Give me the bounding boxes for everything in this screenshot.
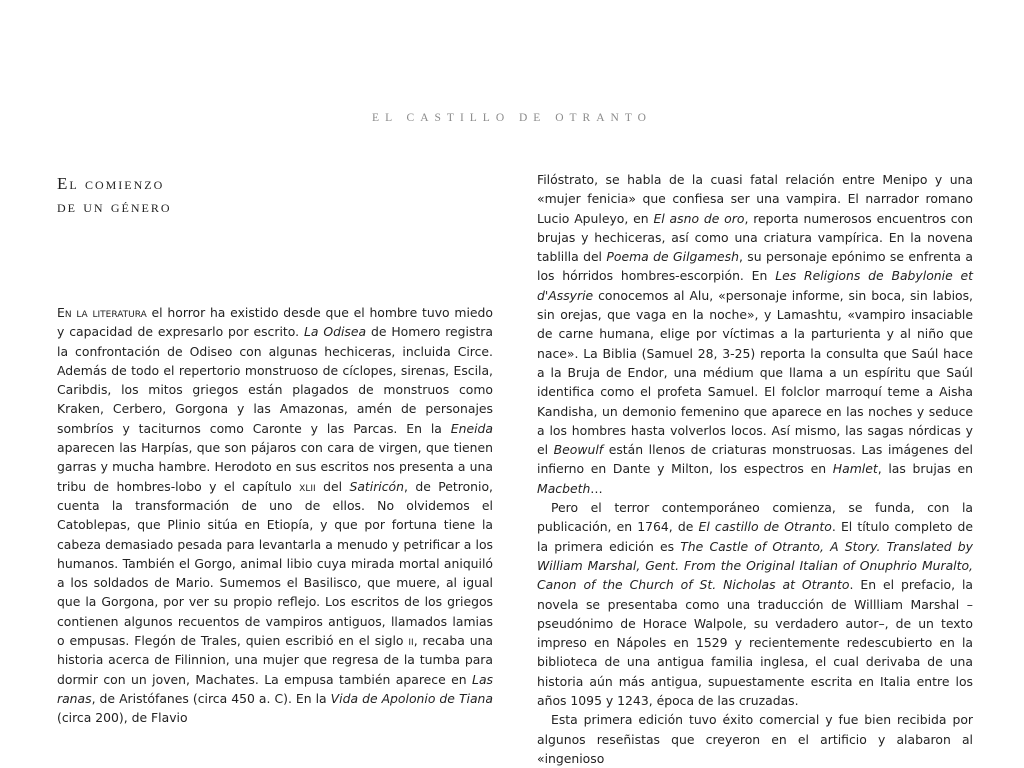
paragraph: Filóstrato, se habla de la cuasi fatal relación entre Menipo y una «mujer fenicia» que confiesa ser una vampira. El narrador romano Lucio Apuleyo, en El asno de oro, reporta numerosos encuentros con brujas y hechiceras, así como una criatura vampírica. En la novena tablilla del Poema de Gilgamesh, su personaje epónimo se enfrenta a los hórridos hombres-escorpión. En Les Religions de Babylonie et d'Assyrie conocemos al Alu, «personaje informe, sin boca, sin labios, sin orejas, que vaga en la noche», y Lamashtu, «vampiro insaciable de carne humana, elige por víctimas a la parturienta y al niño que nace». La Biblia (Samuel 28, 3-25) reporta la consulta que Saúl hace a la Bruja de Endor, una médium que llama a un espíritu que Saúl identifica como el profeta Samuel. El folclor marroquí teme a Aisha Kandisha, un demonio femenino que aparece en las noches y seduce a los hombres hasta volverlos locos. Así mismo, las sagas nórdicas y el Beowulf están llenos de criaturas monstruosas. Las imágenes del infierno en Dante y Milton, los espectros en Hamlet, las brujas en Macbeth… bbox=[537, 172, 973, 496]
chapter-title-line-1: El comienzo bbox=[57, 174, 165, 193]
chapter-title bbox=[57, 172, 172, 218]
running-header: EL CASTILLO DE OTRANTO bbox=[372, 112, 652, 124]
lead-in: En la literatura bbox=[57, 305, 147, 320]
right-column bbox=[537, 170, 973, 768]
paragraph: En la literatura el horror ha existido desde que el hombre tuvo miedo y capacidad de expresarlo por escrito. La Odisea de Homero registra la confrontación de Odiseo con algunas hechiceras, incluida Circe. Además de todo el repertorio monstruoso de cíclopes, sirenas, Escila, Caribdis, los mitos griegos están plagados de monstruos como Kraken, Cerbero, Gorgona y las Amazonas, amén de personajes sombríos y taciturnos como Caronte y las Parcas. En la Eneida aparecen las Harpías, que son pájaros con cara de virgen, que tienen garras y mucha hambre. Herodoto en sus escritos nos presenta a una tribu de hombres-lobo y el capítulo xlii del Satiricón, de Petronio, cuenta la transformación de uno de ellos. No olvidemos el Catoblepas, que Plinio sitúa en Etiopía, y que por fortuna tiene la cabeza demasiado pesada para levantarla a menudo y petrificar a los humanos. También el Gorgo, animal libio cuya mirada mortal aniquiló a los soldados de Mario. Sumemos el Basilisco, que muere, al igual que la Gorgona, por ver su propio reflejo. Los escritos de los griegos contienen algunos recuentos de vampiros antiguos, llamados lamias o empusas. Flegón de Trales, quien escribió en el siglo ii, recaba una historia acerca de Filinnion, una mujer que regresa de la tumba para dormir con un joven, Machates. La empusa también aparece en Las ranas, de Aristófanes (circa 450 a. C). En la Vida de Apolonio de Tiana (circa 200), de Flavio bbox=[57, 305, 493, 726]
left-column bbox=[57, 303, 493, 728]
paragraph: Pero el terror contemporáneo comienza, se funda, con la publicación, en 1764, de El castillo de Otranto. El título completo de la primera edición es The Castle of Otranto, A Story. Translated by William Marshal, Gent. From the Original Italian of Onuphrio Muralto, Canon of the Church of St. Nicholas at Otranto. En el prefacio, la novela se presentaba como una traducción de Willliam Marshal –pseudónimo de Horace Walpole, su verdadero autor–, de un texto impreso en Nápoles en 1529 y recientemente redescubierto en la biblioteca de una antigua familia inglesa, el cual derivaba de una historia aún más antigua, supuestamente escrita en Italia entre los años 1095 y 1243, época de las cruzadas. bbox=[537, 500, 973, 709]
chapter-title-line-2: de un género bbox=[57, 197, 172, 216]
paragraph: Esta primera edición tuvo éxito comercial y fue bien recibida por algunos reseñistas que creyeron en el artificio y alabaron al «ingenioso bbox=[537, 712, 973, 766]
